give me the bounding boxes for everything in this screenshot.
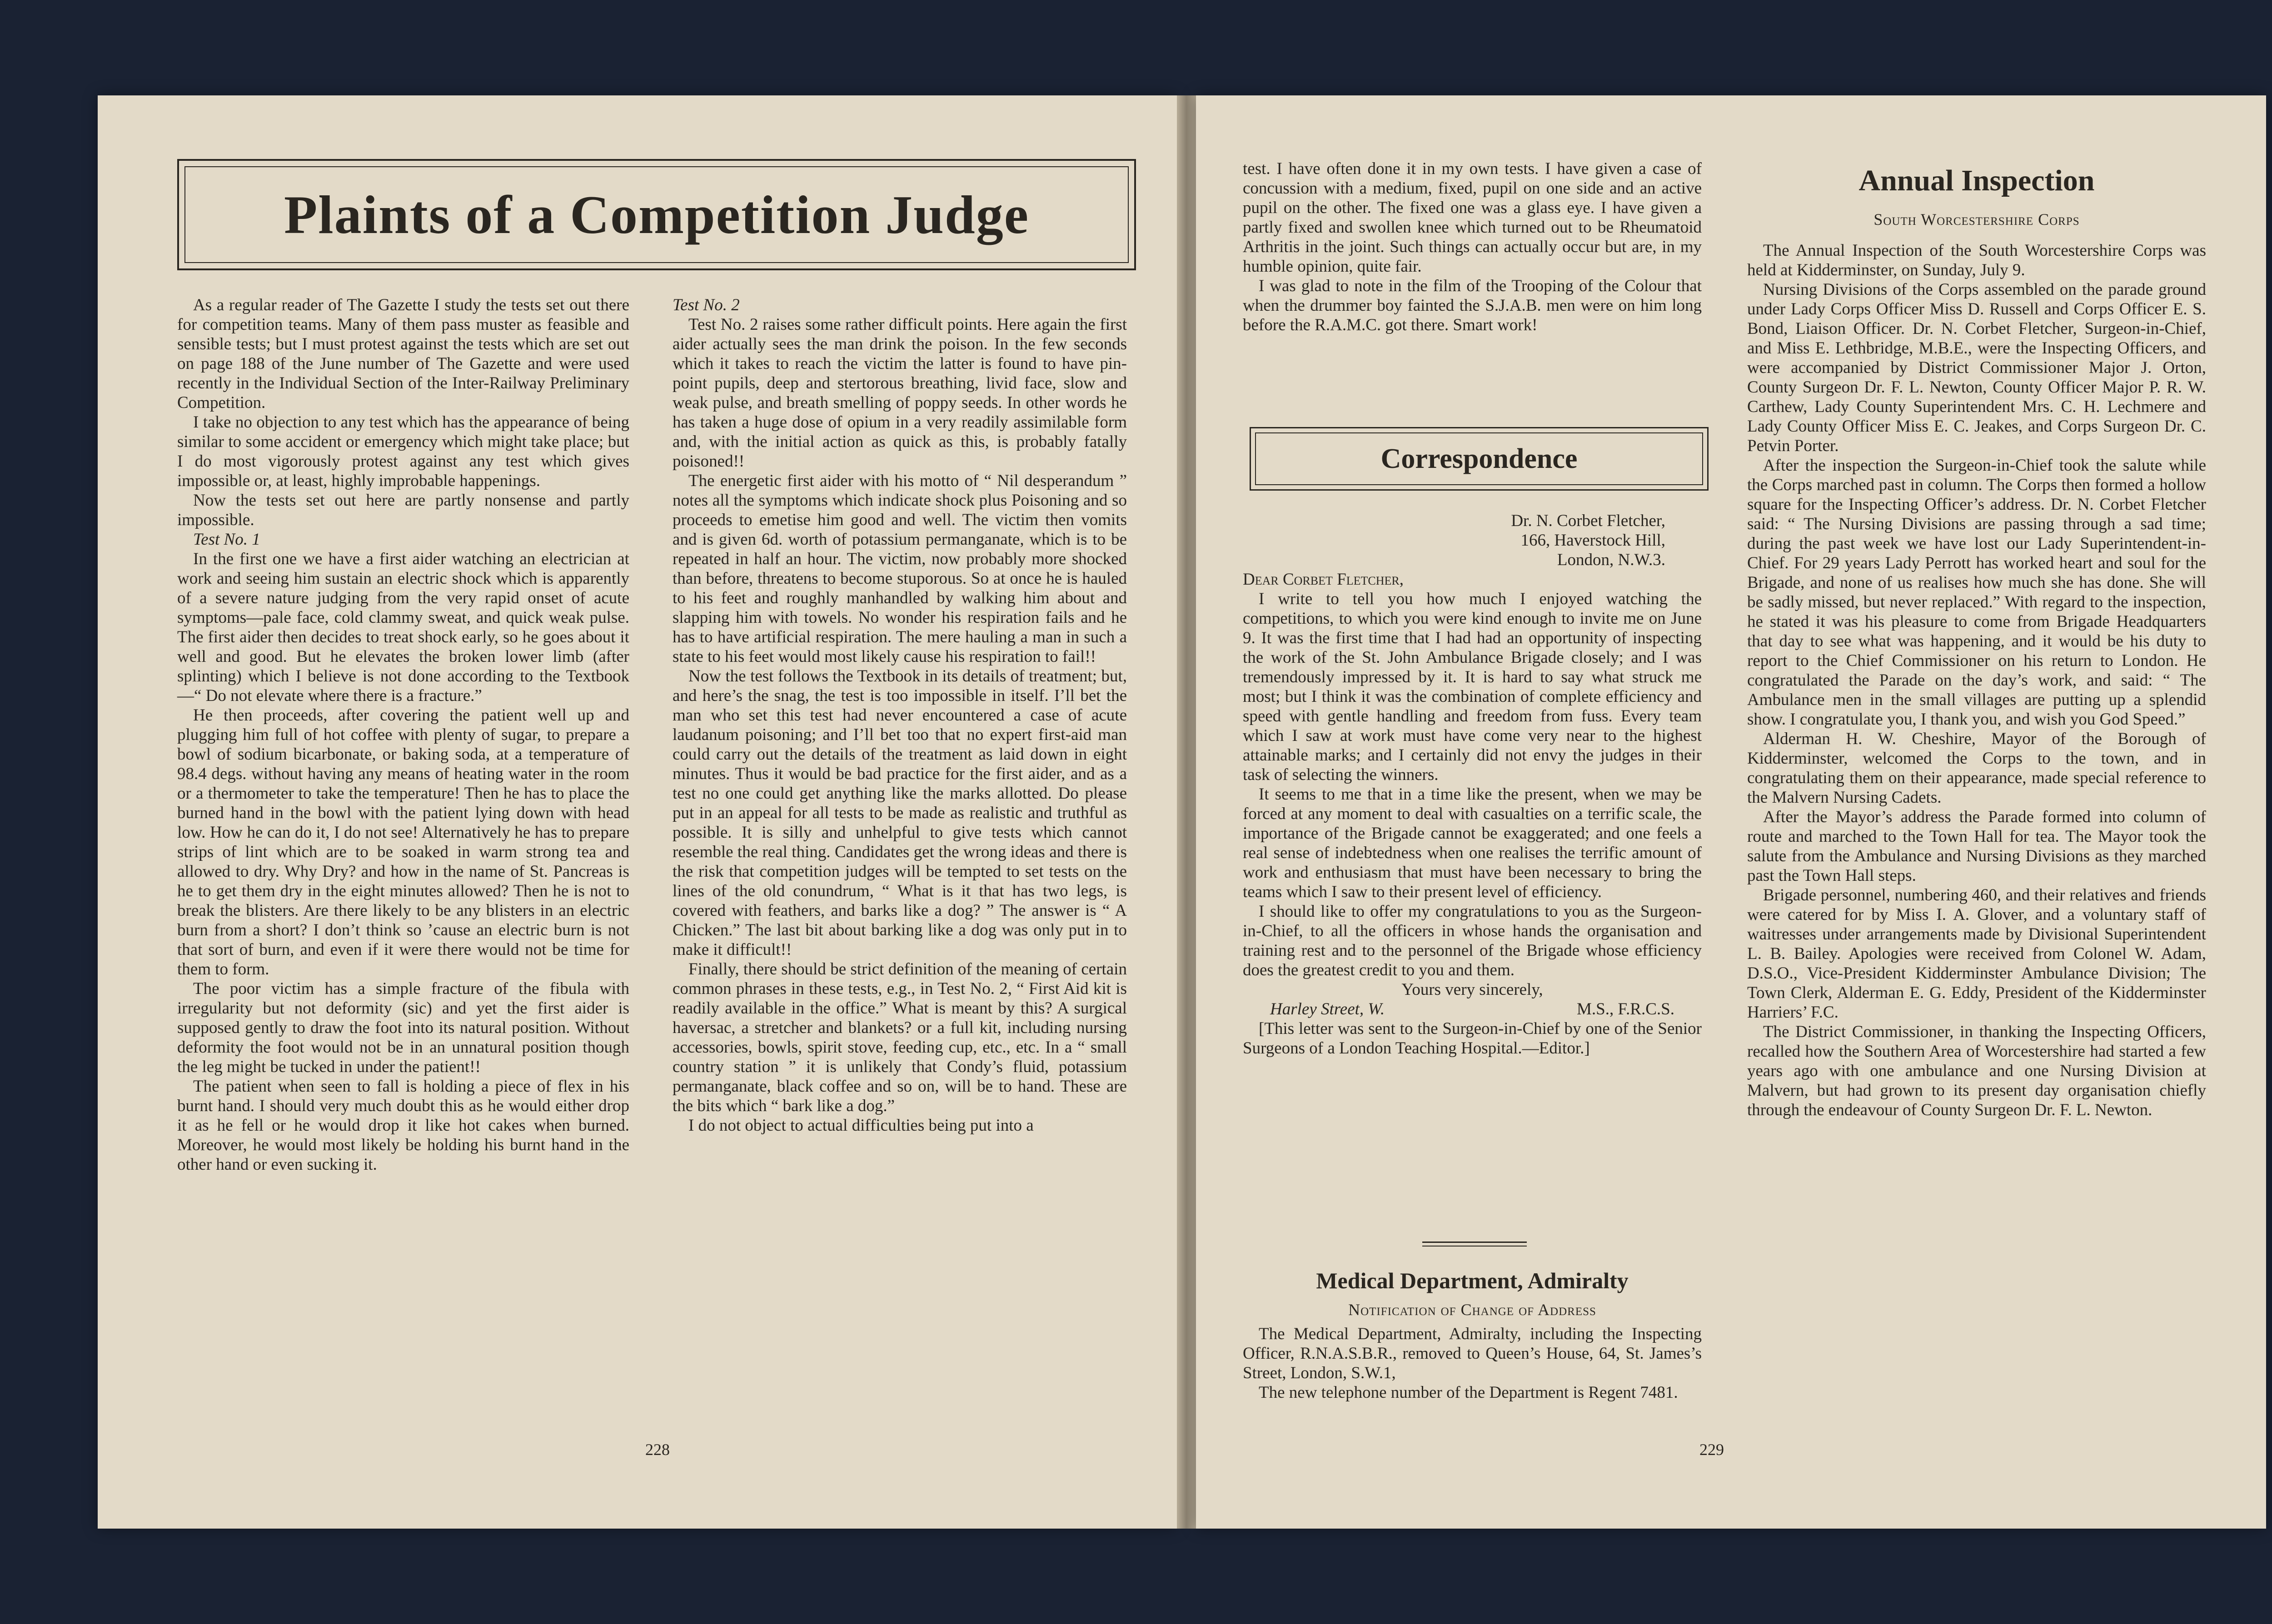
test-heading: Test No. 1 bbox=[193, 530, 260, 549]
medical-body bbox=[1243, 1324, 1702, 1402]
paragraph: After the Mayor’s address the Parade formed into column of route and marched to the Town Hall for tea. The Mayor took the salute from the Ambulance and Nursing Divisions as they marched past the Town Hall steps. bbox=[1747, 808, 2206, 885]
paragraph: Brigade personnel, numbering 460, and their relatives and friends were catered for by Miss I. A. Glover, and a voluntary staff of waitresses under arrangements made by Divisional Superintendent L. B. Bailey. Apologies were received from Colonel W. Adam, D.S.O., Vice-President Kidderminster Ambulance Division; The Town Clerk, Alderman E. G. Eddy, President of the Kidderminster Harriers’ F.C. bbox=[1747, 886, 2206, 1022]
paragraph: I write to tell you how much I enjoyed watching the competitions, to which you were kind enough to invite me on June 9. It was the first time that I had had an opportunity of inspecting the work of the St. John Ambulance Brigade closely; and I was tremendously impressed by it. It is hard to say what struck me most; but I think it was the combination of complete efficiency and speed with gentle handling and freedom from fuss. Every team which I saw at work must have come very near to the highest attainable marks; and I certainly did not envy the judges in their task of selecting the winners. bbox=[1243, 590, 1702, 784]
paragraph: It seems to me that in a time like the present, when we may be forced at any moment to deal with casualties on a terrific scale, the importance of the Brigade cannot be exaggerated; and one feels a real sense of indebtedness when one realises the terrific amount of work and enthusiasm that must have been necessary to bring the teams which I saw to their present level of efficiency. bbox=[1243, 785, 1702, 901]
paragraph: The Annual Inspection of the South Worcestershire Corps was held at Kidderminster, on Sunday, July 9. bbox=[1747, 241, 2206, 279]
paragraph: I should like to offer my congratulations to you as the Surgeon-in-Chief, to all the officers in whose hands the organisation and training rest and to the personnel of the Brigade whose efficiency does the greatest credit to you and them. bbox=[1243, 902, 1702, 979]
left-column-1 bbox=[177, 295, 629, 1174]
paragraph: After the inspection the Surgeon-in-Chief took the salute while the Corps marched past in column. The Corps then formed a hollow square for the Inspecting Officer’s address. Dr. N. Corbet Fletcher said: “ The Nursing Divisions are passing through a sad time; during the past week we have lost our Lady Superintendent-in-Chief. For 29 years Lady Perrott has worked heart and soul for the Brigade, and none of us realises how much she has done. She will be sadly missed, but never replaced.” With regard to the inspection, he stated it was his pleasure to come from Brigade Headquarters that day to see what was happening, and it would be his duty to report to the Chief Commissioner on his return to London. He congratulated the Parade on the day’s work, and said: “ The Ambulance men in the small villages are putting up a splendid show. I congratulate you, I thank you, and wish you God Speed.” bbox=[1747, 456, 2206, 729]
address-line: 166, Haverstock Hill, bbox=[1520, 531, 1665, 550]
closing: Yours very sincerely, bbox=[1401, 980, 1543, 999]
paragraph: I was glad to note in the film of the Trooping of the Colour that when the drummer boy fainted the S.J.A.B. men were on him long before the R.A.M.C. got there. Smart work! bbox=[1243, 277, 1702, 334]
paragraph: The Medical Department, Admiralty, including the Inspecting Officer, R.N.A.S.B.R., removed to Queen’s House, 64, St. James’s Street, London, S.W.1, bbox=[1243, 1325, 1702, 1382]
paragraph: Alderman H. W. Cheshire, Mayor of the Borough of Kidderminster, welcomed the Corps to the town, and in congratulating them on their appearance, made special reference to the Malvern Nursing Cadets. bbox=[1747, 730, 2206, 807]
divider bbox=[1422, 1242, 1527, 1243]
editor-note: [This letter was sent to the Surgeon-in-Chief by one of the Senior Surgeons of a London Teaching Hospital.—Editor.] bbox=[1243, 1019, 1702, 1058]
paragraph: Now the tests set out here are partly nonsense and partly impossible. bbox=[177, 491, 629, 529]
paragraph: test. I have often done it in my own tests. I have given a case of concussion with a medium, fixed, pupil on one side and an active pupil on the other. The fixed one was a glass eye. I have given a partly fixed and swollen knee which turned out to be Rheumatoid Arthritis in the joint. Such things can actually occur but are, in my humble opinion, quite fair. bbox=[1243, 159, 1702, 276]
right-column-1-top bbox=[1243, 159, 1702, 335]
annual-heading: Annual Inspection bbox=[1858, 164, 2095, 197]
signature-place: Harley Street, W. bbox=[1270, 1000, 1385, 1018]
address-line: Dr. N. Corbet Fletcher, bbox=[1511, 512, 1665, 530]
correspondence-heading: Correspondence bbox=[1380, 443, 1578, 474]
annual-body bbox=[1747, 241, 2206, 1120]
annual-subheading: South Worcestershire Corps bbox=[1873, 210, 2080, 228]
article-title: Plaints of a Competition Judge bbox=[284, 184, 1030, 245]
correspondence-heading-box bbox=[1250, 427, 1709, 491]
paragraph: Test No. 2 raises some rather difficult points. Here again the first aider actually sees the man drink the poison. In the few seconds which it takes to reach the victim the latter is found to have pin-point pupils, deep and stertorous breathing, livid face, slow and weak pulse, and breath smelling of poppy seeds. In other words he has taken a huge dose of opium in a very readily assimilable form and, with the initial action as quick as this, is probably fatally poisoned!! bbox=[673, 315, 1127, 471]
paragraph: The patient when seen to fall is holding a piece of flex in his burnt hand. I should very much doubt this as he would either drop it as he fell or he would drop it like hot cakes when burned. Moreover, he would most likely be holding his burnt hand in the other hand or even sucking it. bbox=[177, 1077, 629, 1174]
paragraph: He then proceeds, after covering the patient well up and plugging him full of hot coffee with plenty of sugar, to prepare a bowl of sodium bicarbonate, or baking soda, at a temperature of 98.4 degs. without having any means of heating water in the room or a thermometer to take the temperature! Then he has to place the burned hand in the bowl with the patient lying down with head low. How he can do it, I do not see! Alternatively he has to prepare strips of lint which are to be soaked in warm strong tea and allowed to dry. Why Dry? and how in the name of St. Pancreas is he to get them dry in the eight minutes allowed? Then he is not to break the blisters. Are there likely to be any blisters in an electric burn from a short? I don’t think so ’cause an electric burn is not that sort of burn, and even if it were there would not be time for them to form. bbox=[177, 706, 629, 978]
paragraph: I take no objection to any test which has the appearance of being similar to some accident or emergency which might take place; but I do most vigorously protest against any test which gives impossible or, at least, highly improbable happenings. bbox=[177, 413, 629, 490]
paragraph: The poor victim has a simple fracture of the fibula with irregularity but not deformity (sic) and yet the first aider is supposed gently to draw the foot into its natural position. Without deformity the foot would not be in an unnatural position though the leg might be tucked in under the patient!! bbox=[177, 979, 629, 1076]
page-number-left: 228 bbox=[645, 1440, 670, 1459]
signature-degrees: M.S., F.R.C.S. bbox=[1576, 1000, 1674, 1018]
paragraph: I do not object to actual difficulties being put into a bbox=[688, 1116, 1034, 1135]
letter-address bbox=[1243, 511, 1702, 570]
page-number-right: 229 bbox=[1699, 1440, 1724, 1459]
paragraph: The new telephone number of the Department is Regent 7481. bbox=[1259, 1383, 1678, 1402]
left-column-2 bbox=[673, 295, 1127, 1135]
medical-subheading: Notification of Change of Address bbox=[1348, 1301, 1596, 1319]
medical-heading: Medical Department, Admiralty bbox=[1316, 1268, 1629, 1293]
paragraph: The energetic first aider with his motto of “ Nil desperandum ” notes all the symptoms which indicate shock plus Poisoning and so proceeds to emetise him good and well. The victim then vomits and is given 6d. worth of potassium permanganate, which is to be repeated in half an hour. The victim, now probably more shocked than before, threatens to become stuporous. So at once he is hauled to his feet and roughly manhandled by walking him about and slapping him with towels. No wonder his respiration fails and he has to have artificial respiration. The mere hauling a man in such a state to his feet would most likely cause his respiration to fail!! bbox=[673, 472, 1127, 666]
article-title-box bbox=[177, 159, 1136, 270]
paragraph: As a regular reader of The Gazette I study the tests set out there for competition teams. Many of them pass muster as feasible and sensible tests; but I must protest against the tests which are set out on page 188 of the June number of The Gazette and were used recently in the Individual Section of the Inter-Railway Preliminary Competition. bbox=[177, 296, 629, 412]
divider bbox=[1422, 1246, 1527, 1247]
paragraph: The District Commissioner, in thanking the Inspecting Officers, recalled how the Southern Area of Worcestershire had started a few years ago with one ambulance and one Nursing Division at Malvern, but had grown to its present day organisation chiefly through the endeavour of County Surgeon Dr. F. L. Newton. bbox=[1747, 1023, 2206, 1119]
signature-line bbox=[1243, 999, 1702, 1019]
paragraph: Nursing Divisions of the Corps assembled on the parade ground under Lady Corps Officer Miss D. Russell and Corps Officer E. S. Bond, Liaison Officer. Dr. N. Corbet Fletcher, Surgeon-in-Chief, and Miss E. Lethbridge, M.B.E., were the Inspecting Officers, and were accompanied by District Commissioner Major J. Orton, County Surgeon Dr. F. L. Newton, County Officer Major P. R. W. Carthew, Lady County Superintendent Mrs. C. H. Lechmere and Lady County Officer Miss E. C. Jeakes, and Corps Surgeon Dr. C. Petvin Porter. bbox=[1747, 280, 2206, 455]
salutation: Dear Corbet Fletcher, bbox=[1243, 570, 1404, 589]
paragraph: Now the test follows the Textbook in its details of treatment; but, and here’s the snag, the test is too impossible in itself. I’ll bet the man who set this test had never encountered a case of acute laudanum poisoning; and I’ll bet too that no expert first-aid man could carry out the details of the treatment as laid down in eight minutes. Thus it would be bad practice for the first aider, and as a test no one could get anything like the marks allotted. Do please put in an appeal for all tests to be made as realistic and truthful as possible. It is silly and unhelpful to give tests which cannot resemble the real thing. Candidates get the wrong ideas and there is the risk that competition judges will be tempted to set tests on the lines of the old conundrum, “ What is it that has two legs, is covered with feathers, and barks like a dog? ” The answer is “ A Chicken.” The last bit about barking like a dog was only put in to make it difficult!! bbox=[673, 667, 1127, 959]
address-line: London, N.W.3. bbox=[1557, 551, 1665, 569]
paragraph: In the first one we have a first aider watching an electrician at work and seeing him sustain an electric shock which is apparently of a severe nature judging from the very rapid onset of acute symptoms—pale face, cold clammy sweat, and quick weak pulse. The first aider then decides to treat shock early, so he goes about it well and good. But he elevates the broken lower limb (after splinting) which I believe is not done according to the Textbook—“ Do not elevate where there is a fracture.” bbox=[177, 550, 629, 705]
paragraph: Finally, there should be strict definition of the meaning of certain common phrases in these tests, e.g., in Test No. 2, “ First Aid kit is readily available in the office.” What is meant by this? A surgical haversac, a stretcher and blankets? or a full kit, including nursing accessories, bowls, spirit stove, feeding cup, etc., etc. In a “ small country station ” it is unlikely that Condy’s fluid, potassium permanganate, black coffee and so on, will be to hand. These are the bits which “ bark like a dog.” bbox=[673, 960, 1127, 1115]
page-gutter bbox=[1177, 95, 1196, 1529]
correspondence-letter bbox=[1243, 511, 1702, 1058]
test-heading: Test No. 2 bbox=[673, 296, 740, 314]
